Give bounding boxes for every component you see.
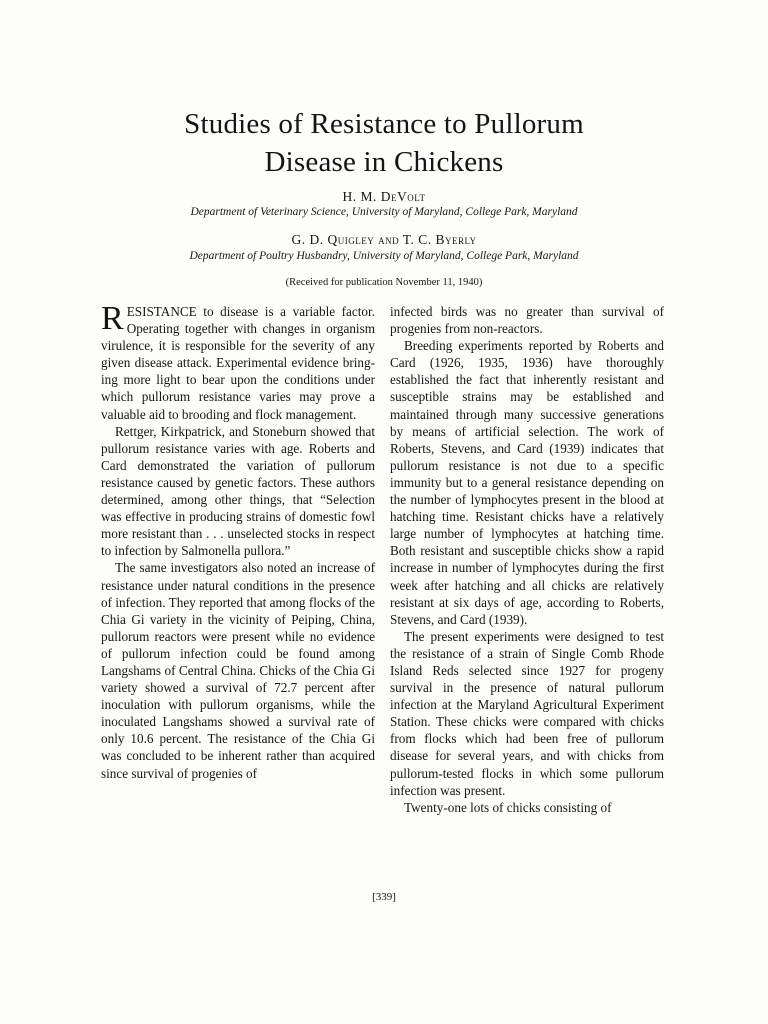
author-secondary: G. D. Quigley and T. C. Byerly <box>291 232 477 247</box>
article-title-line-1: Studies of Resistance to Pullorum <box>184 108 584 140</box>
paragraph-investigators: The same investigators also noted an increase of resistance under natural conditions in the presence of infection. They reported that among flocks of the Chia Gi variety in the vicinity of Peiping, China, pullorum reactors were present while no evidence of pullorum infection could be found among Langshams of Central China. Chicks of the Chia Gi variety showed a survival of 72.7 percent after inoculation with pullorum organisms, while the inoculated Langshams showed a survival rate of only 10.6 percent. The resistance of the Chia Gi was concluded to be inherent rather than acquired since survival of progenies of <box>101 560 375 781</box>
paragraph-continued: infected birds was no greater than survival of progenies from non-reactors. <box>390 304 664 337</box>
affiliation-primary: Department of Veterinary Science, University of Maryland, College Park, Maryland <box>190 206 578 218</box>
author-primary: H. M. DeVolt <box>342 189 426 204</box>
received-date: (Received for publication November 11, 1940) <box>285 277 483 288</box>
article-title-line-2: Disease in Chickens <box>264 146 504 178</box>
paragraph-breeding: Breeding experiments reported by Roberts and Card (1926, 1935, 1936) have thoroughly established the fact that inherently resistant and susceptible strains may be established and maintained through many successive generations by means of artificial selection. The work of Roberts, Stevens, and Card (1939) indicates that pullorum resistance is not due to a specific immunity but to a general resistance depending on the number of lymphocytes present in the blood at hatching time. Resistant chicks have a relatively large number of lymphocytes at hatching time. Both resistant and susceptible chicks show a rapid increase in number of lymphocytes during the first week after hatching and all chicks are relatively resistant at six days of age, according to Roberts, Stevens, and Card (1939). <box>390 338 664 627</box>
paragraph-intro-text: ESISTANCE to disease is a variable factor. Operating together with changes in organism virulence, it is responsible for the severity of any given disease attack. Experimental evidence bringing more light to bear upon the conditions under which pullorum resistance varies may prove a valuable aid to brooding and flock management. <box>101 304 375 422</box>
right-column <box>390 303 664 816</box>
affiliation-secondary: Department of Poultry Husbandry, University of Maryland, College Park, Maryland <box>189 250 579 262</box>
page-number: [339] <box>372 891 396 903</box>
paragraph-intro <box>101 300 375 423</box>
paragraph-rettger: Rettger, Kirkpatrick, and Stoneburn showed that pullorum resistance varies with age. Roberts and Card demonstrated the variation of pullorum resistance caused by genetic factors. These authors determined, among other things, that “Selection was effective in producing strains of domestic fowl more resistant than . . . unselected stocks in respect to infection by Salmonella pullora.” <box>101 423 375 559</box>
left-column <box>101 300 375 782</box>
paragraph-twenty-one-lots: Twenty-one lots of chicks consisting of <box>404 799 612 815</box>
drop-cap: R <box>101 300 124 337</box>
paragraph-present-experiments: The present experiments were designed to test the resistance of a strain of Single Comb Rhode Island Reds selected since 1927 for progeny survival in the presence of natural pullorum infection at the Maryland Agricultural Experiment Station. These chicks were compared with chicks from flocks which had been free of pullorum disease for several years, and with chicks from pullorum-tested flocks in which some pullorum infection was present. <box>390 628 664 798</box>
